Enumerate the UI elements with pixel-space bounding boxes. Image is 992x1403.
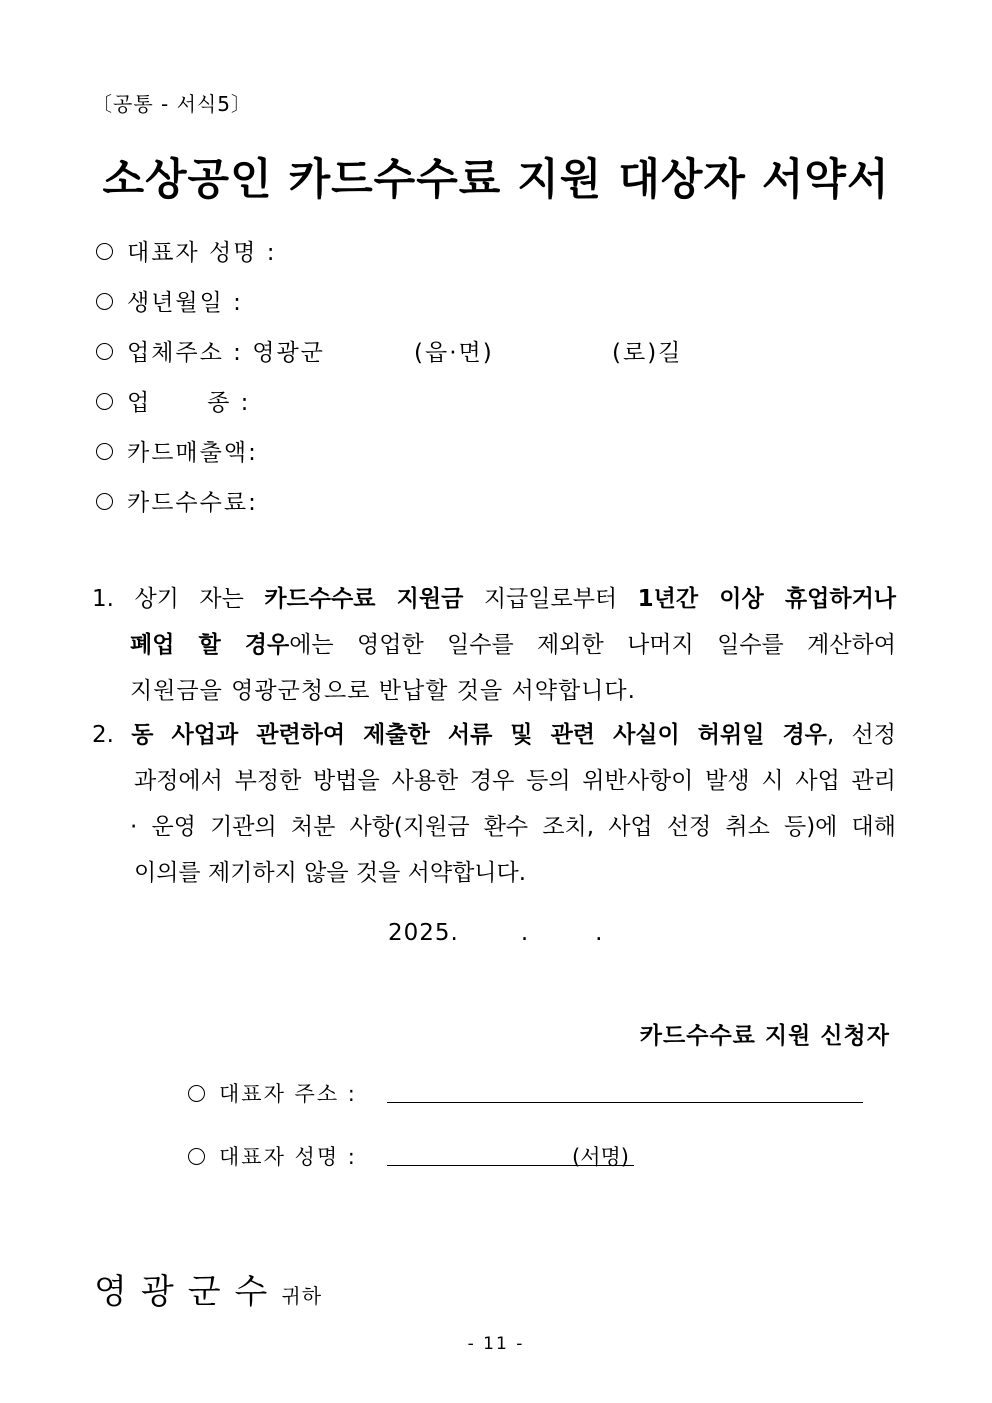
- pledge-text: , 선정: [826, 722, 896, 748]
- pledge-line: [92, 712, 896, 758]
- applicant-label: 카드수수료 지원 신청자: [639, 1023, 890, 1049]
- address-underline[interactable]: [387, 1102, 863, 1103]
- pledge-item-1: [92, 576, 896, 716]
- pledge-line: [92, 576, 896, 622]
- circle-bullet-icon: [96, 443, 113, 460]
- signature-name-row: [188, 1141, 357, 1171]
- page-title: 소상공인 카드수수료 지원 대상자 서약서: [102, 155, 890, 205]
- field-representative-name: [96, 234, 276, 267]
- pledge-text: 지급일로부터: [463, 586, 638, 612]
- field-business-address: [96, 334, 325, 367]
- circle-bullet-icon: [188, 1085, 205, 1102]
- pledge-number: 2.: [92, 722, 114, 748]
- date-day: .: [595, 920, 604, 946]
- field-label: 카드수수료:: [127, 490, 258, 516]
- pledge-text: 과정에서 부정한 방법을 사용한 경우 등의 위반사항이 발생 시 사업 관리: [134, 768, 896, 794]
- pledge-text-bold: 1년간 이상 휴업하거나: [637, 586, 897, 612]
- circle-bullet-icon: [96, 343, 113, 360]
- pledge-text: 에는 영업한 일수를 제외한 나머지 일수를 계산하여: [289, 632, 896, 658]
- pledge-line: [134, 758, 896, 804]
- circle-bullet-icon: [96, 493, 113, 510]
- name-label: 대표자 성명 :: [219, 1145, 357, 1169]
- pledge-date: [388, 920, 603, 946]
- address-road-label: (로)길: [612, 340, 683, 366]
- field-label: 카드매출액:: [127, 440, 258, 466]
- circle-bullet-icon: [96, 293, 113, 310]
- pledge-line: [130, 804, 896, 850]
- date-year: 2025.: [388, 920, 459, 946]
- form-code: 〔공통 - 서식5〕: [92, 92, 252, 116]
- circle-bullet-icon: [96, 243, 113, 260]
- pledge-text-bold: 폐업 할 경우: [130, 632, 290, 658]
- sign-label: (서명): [572, 1145, 629, 1169]
- pledge-text: · 운영 기관의 처분 사항(지원금 환수 조치, 사업 선정 취소 등)에 대해: [130, 814, 896, 840]
- page-number: - 11 -: [467, 1334, 525, 1354]
- address-label: 대표자 주소 :: [219, 1082, 357, 1106]
- pledge-text: 이의를 제기하지 않을 것을 서약합니다.: [134, 860, 527, 886]
- circle-bullet-icon: [96, 393, 113, 410]
- pledge-line: [130, 622, 896, 668]
- field-card-sales: [96, 434, 258, 467]
- signature-address-row: [188, 1078, 357, 1108]
- honorific: 귀하: [281, 1284, 323, 1308]
- pledge-line: [130, 668, 896, 714]
- field-birthdate: [96, 284, 243, 317]
- pledge-line: [134, 850, 896, 896]
- pledge-item-2: [92, 712, 896, 896]
- pledge-text: 지원금을 영광군청으로 반납할 것을 서약합니다.: [130, 678, 636, 704]
- field-label: 업 종 :: [127, 390, 251, 416]
- field-label: 생년월일 :: [127, 290, 243, 316]
- field-label: 대표자 성명 :: [127, 240, 277, 266]
- circle-bullet-icon: [188, 1148, 205, 1165]
- field-label: 업체주소 : 영광군: [127, 340, 325, 366]
- address-town-label: (읍·면): [414, 340, 494, 366]
- date-month: .: [520, 920, 530, 946]
- field-card-fee: [96, 484, 258, 517]
- pledge-text-bold: 동 사업과 관련하여 제출한 서류 및 관련 사실이 허위일 경우: [131, 722, 827, 748]
- pledge-text-bold: 카드수수료 지원금: [264, 586, 464, 612]
- field-business-type: [96, 384, 250, 417]
- pledge-text: 상기 자는: [134, 586, 265, 612]
- pledge-number: 1.: [92, 586, 114, 612]
- addressee: [94, 1264, 322, 1313]
- addressee-name: 영광군수: [94, 1272, 282, 1312]
